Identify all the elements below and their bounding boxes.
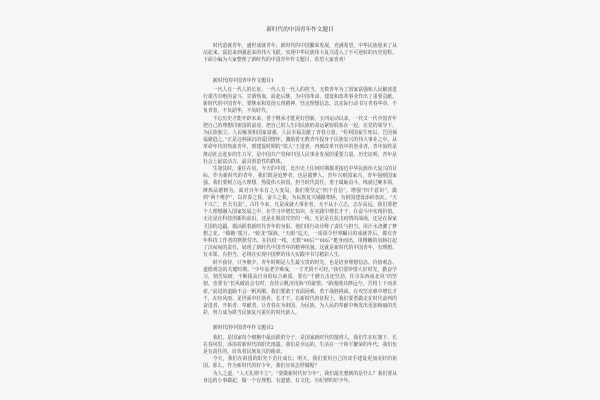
paragraph: 一代人有一代人的长征，一代人有一代人的担当。无数青年为了国家富强和人民解放进行艰苦卓绝的奋斗，甘洒热血，前赴后继，为中国革命、建设和改革事业作出了重要贡献。新时代的中国青年，要继承和发扬五四精神，坚定理想信念，以实际行动书写青春华章，不负青春，不负韶华，不负时代。 xyxy=(203,86,397,115)
paragraph: 我们，是国家每个细胞中最活跃的分子，是国家新时代的接班人。我们生在红旗下，长在春风里，沐浴着新时代的阳光雨露。我们是幸运的，生活在一个和平繁荣的年代；我们也是有责任的，肩负着民族复兴的使命。 xyxy=(203,334,397,355)
essay-section-2 xyxy=(203,325,397,385)
intro-paragraph: 时代造就青年，盛世成就青年。新时代的中国繁荣发展，充满希望，中华民族迎来了从站起来、富起来到强起来的伟大飞跃，实现中华民族伟大复兴进入了不可逆转的历史进程。下面小编为大家整理了新时代的中国青年作文题目，希望大家喜欢！ xyxy=(203,43,397,64)
paragraph: 生逢其时，重任在肩。今天的中国，比历史上任何时期都更接近中华民族伟大复兴的目标。作为新时代的青年，我们既是追梦者，也是圆梦人。青年兴则国家兴，青年强则国家强。我们要树立远大理想，热爱伟大祖国，担当时代责任，勇于砥砺奋斗，练就过硬本领，锤炼品德修为。面对百年未有之大变局，我们要坚定“四个自信”，增强“四个意识”，做到“两个维护”，以青春之我、奋斗之我，为民族复兴铺路架桥，为祖国建设添砖加瓦。“天下兴亡，匹夫有责”。古往今来，凡是成就大事业者，无不从小立志，志存高远。我们要把个人理想融入国家发展之中，在学习中增长知识，在实践中增长才干，在奋斗中实现价值。无论是在科技创新的前沿，还是在脱贫攻坚的一线；无论是在抗击疫情的战场，还是在保家卫国的边疆，都活跃着新时代青年的身影。他们用行动诠释了责任与担当，用汗水浇灌了梦想之花。“嫦娥”揽月、“蛟龙”探海、“天眼”巡天，一项项令世界瞩目的成就背后，都有青年科技工作者的默默付出。在抗疫一线，无数“90后”“00后”挺身而出，用稚嫩的肩膀扛起了沉甸甸的责任，展现了新时代中国青年的精神风貌。这就是新时代的中国青年，有理想、有本领、有担当，必将在实现中国梦的伟大实践中书写精彩人生。 xyxy=(203,166,397,259)
paragraph: 今天，我们在祖国的阳光下茁壮成长；明天，我们要用自己的双手建设更加美好的祖国。那么，作为新时代的好少年，我们应该怎样做呢？ xyxy=(203,356,397,370)
paragraph: 时不我待，只争朝夕。青年时期是人生最宝贵的时光，也是培养理想信念、价值观念、道德观念的关键时期。“少年易老学难成，一寸光阴不可轻。”我们要珍惜大好时光，勤奋学习，刻苦钻研，不断提高自身的综合素质。要有“千磨万击还坚劲，任尔东西南北风”的坚韧，也要有“长风破浪会有时，直挂云帆济沧海”的豪情。“路漫漫其修远兮，吾将上下而求索。”前进的道路不会一帆风顺，我们要敢于直面困难，勇于战胜挑战，在攻坚克难中增长才干，在经风雨、见世面中壮筋骨、长才干。在新时代的征程上，我们要勇做走在时代前列的奋进者、开拓者、奉献者，让青春在为祖国、为民族、为人民的奉献中焕发出更加绚丽的光彩，努力成为堪当民族复兴重任的时代新人。 xyxy=(203,259,397,317)
section-heading: 新时代的中国青年作文题目1 xyxy=(212,77,274,84)
section-heading: 新时代的中国青年作文题目2 xyxy=(212,325,274,332)
paragraph: 不忘历史才能开辟未来，善于继承才能更好创新。五四运动以来，一代又一代中国青年把自己的理想同祖国的前途、把自己的人生同民族的命运紧密联系在一起，在党的领导下，为民族独立、人民解放和国家富强、人民幸福贡献了青春力量。“苟利国家生死以，岂因祸福避趋之。”正是这种深沉的爱国情怀，激励着无数青年投身于民族复兴的伟大事业之中。从革命年代的热血青年，到建设时期的“铁人”王进喜，再到改革开放中的创业者，青年始终是推动社会进步的生力军，是中国共产党和中国人民事业发展的重要力量。历史证明，青年是社会上最富活力、最具创造性的群体。 xyxy=(203,115,397,165)
essay-section-1 xyxy=(203,78,397,318)
document-title: 新时代的中国青年作文题目 xyxy=(266,27,334,33)
document-body xyxy=(203,26,397,385)
paragraph: 为人之道，“人无礼则不立”。“要做新时代好少年”，我们最先想到的是什么？我们要从身边的小事做起，做一个有理想、有道德、有文化、有纪律的好少年。 xyxy=(203,370,397,384)
